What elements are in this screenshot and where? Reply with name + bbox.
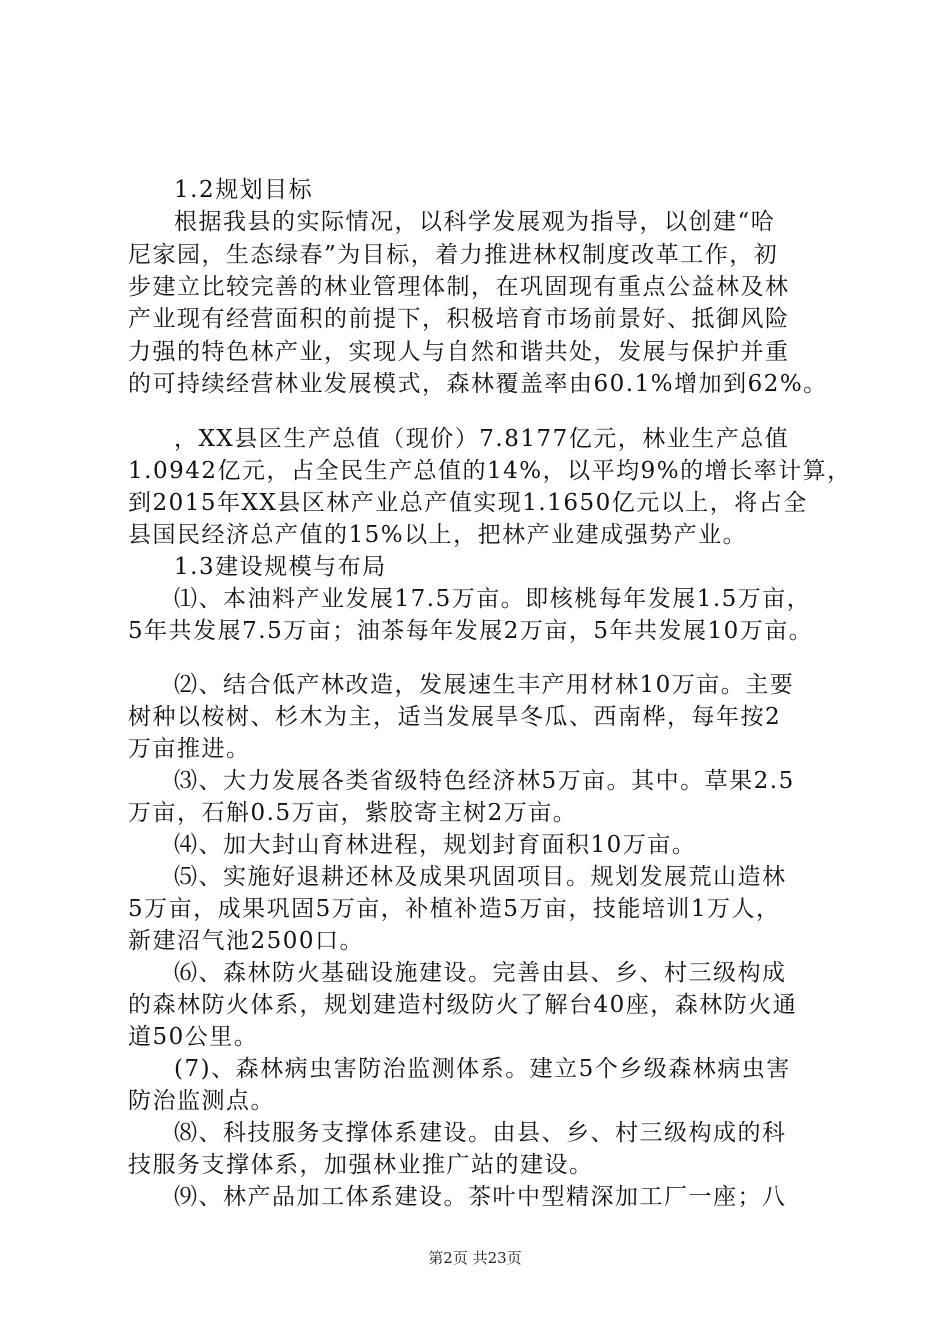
list-item-line: ⑼、林产品加工体系建设。茶叶中型精深加工厂一座；八 (174, 1184, 787, 1210)
list-item-line: 技服务支撑体系，加强林业推广站的建设。 (128, 1152, 594, 1178)
paragraph-line: 产业现有经营面积的前提下，积极培育市场前景好、抵御风险 (128, 306, 790, 332)
list-item-line: 5年共发展7.5万亩；油茶每年发展2万亩，5年共发展10万亩。 (128, 618, 814, 644)
page-number-footer: 第2页 共23页 (428, 1249, 522, 1267)
paragraph-line: 力强的特色林产业，实现人与自然和谐共处，发展与保护并重 (128, 339, 790, 365)
paragraph-line: 到2015年XX县区林产业总产值实现1.1650亿元以上，将占全 (128, 490, 808, 516)
list-item-line: ⑴、本油料产业发展17.5万亩。即核桃每年发展1.5万亩， (174, 586, 812, 612)
list-item-line: 万亩，石斛0.5万亩，紫胶寄主树2万亩。 (128, 800, 578, 826)
list-item-line: 5万亩，成果巩固5万亩，补植补造5万亩，技能培训1万人， (128, 896, 781, 922)
list-item-line: (7)、森林病虫害防治监测体系。建立5个乡级森林病虫害 (174, 1056, 791, 1082)
section-heading-1-3: 1.3建设规模与布局 (174, 554, 387, 580)
paragraph-line: 尼家园，生态绿春”为目标，着力推进林权制度改革工作，初 (128, 242, 779, 268)
list-item-line: 的森林防火体系，规划建造村级防火了解台40座，森林防火通 (128, 992, 798, 1018)
list-item-line: 新建沼气池2500口。 (128, 928, 365, 954)
list-item-line: 树种以桉树、杉木为主，适当发展旱冬瓜、西南桦，每年按2 (128, 704, 782, 730)
list-item-line: 防治监测点。 (128, 1088, 275, 1114)
list-item-line: 道50公里。 (128, 1024, 259, 1050)
paragraph-line: ，XX县区生产总值（现价）7.8177亿元，林业生产总值 (174, 426, 790, 452)
list-item-line: ⑵、结合低产林改造，发展速生丰产用材林10万亩。主要 (174, 672, 795, 698)
list-item-line: ⑸、实施好退耕还林及成果巩固项目。规划发展荒山造林 (174, 864, 787, 890)
paragraph-line: 1.0942亿元，占全民生产总值的14%，以平均9%的增长率计算， (128, 458, 852, 484)
list-item-line: ⑷、加大封山育林进程，规划封育面积10万亩。 (174, 832, 697, 858)
list-item-line: ⑶、大力发展各类省级特色经济林5万亩。其中。草果2.5 (174, 768, 795, 794)
paragraph-line: 根据我县的实际情况，以科学发展观为指导，以创建“哈 (174, 209, 776, 235)
paragraph-line: 的可持续经营林业发展模式，森林覆盖率由60.1%增加到62%。 (128, 371, 828, 397)
list-item-line: 万亩推进。 (128, 736, 251, 762)
section-heading-1-2: 1.2规划目标 (174, 177, 314, 203)
list-item-line: ⑹、森林防火基础设施建设。完善由县、乡、村三级构成 (174, 960, 787, 986)
paragraph-line: 县国民经济总产值的15%以上，把林产业建成强势产业。 (128, 522, 748, 548)
paragraph-line: 步建立比较完善的林业管理体制，在巩固现有重点公益林及林 (128, 274, 790, 300)
list-item-line: ⑻、科技服务支撑体系建设。由县、乡、村三级构成的科 (174, 1120, 787, 1146)
